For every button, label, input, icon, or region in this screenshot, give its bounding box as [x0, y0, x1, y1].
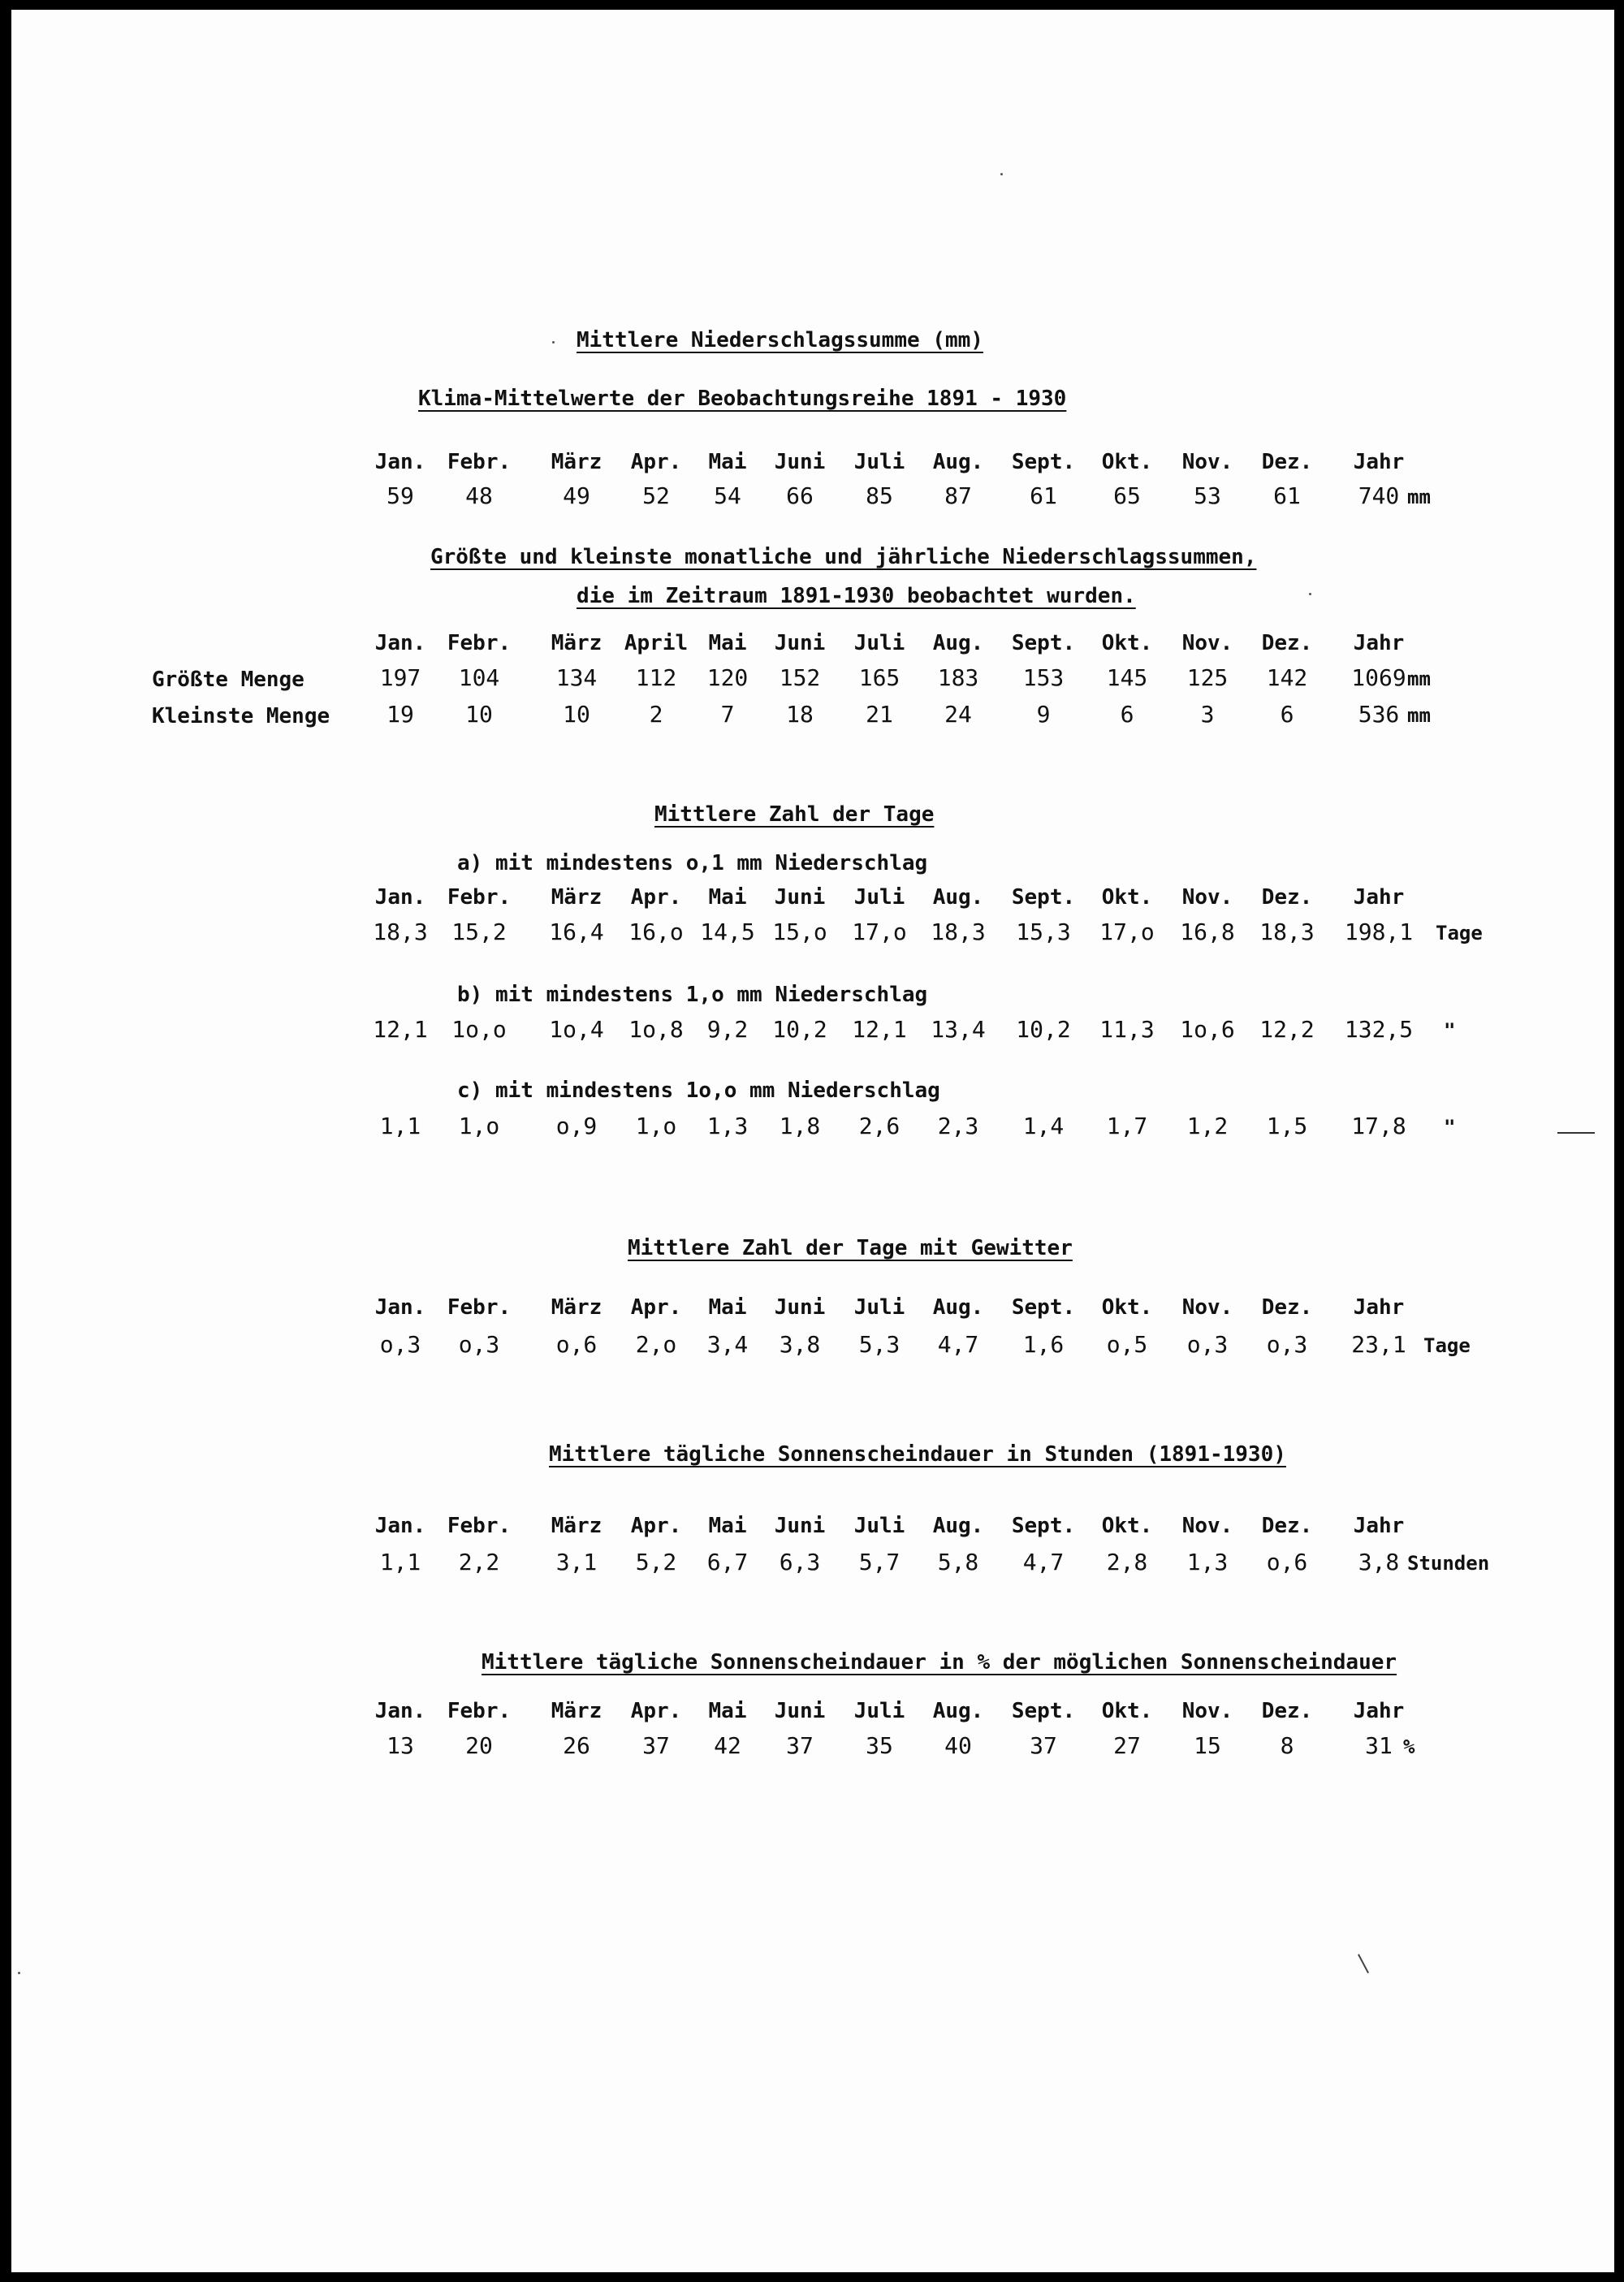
header-okt: Okt. [1101, 1295, 1153, 1320]
header-jan: Jan. [374, 1295, 426, 1320]
value-cell: o,3 [379, 1331, 421, 1358]
header-febr: Febr. [447, 450, 512, 474]
header-aug: Aug. [932, 1514, 984, 1538]
value-cell: 53 [1194, 482, 1221, 509]
ditto-mark: " [1444, 1019, 1456, 1042]
value-cell: 13,4 [931, 1016, 986, 1043]
header-dez: Dez. [1261, 1514, 1313, 1538]
value-cell: 145 [1106, 664, 1148, 691]
value-cell: 1,o [635, 1113, 677, 1139]
value-row-sonne-prozent [0, 1732, 1624, 1765]
header-nov: Nov. [1181, 450, 1233, 474]
value-cell: 87 [944, 482, 972, 509]
month-header-row [0, 885, 1624, 918]
row-label-max: Größte Menge [152, 668, 304, 692]
value-cell: 1,3 [1186, 1549, 1229, 1575]
value-cell: 153 [1022, 664, 1065, 691]
header-maerz: März [551, 1699, 603, 1723]
value-cell: 37 [642, 1732, 670, 1759]
header-dez: Dez. [1261, 885, 1313, 910]
header-juni: Juni [774, 885, 826, 910]
header-apr: Apr. [630, 885, 682, 910]
header-okt: Okt. [1101, 1699, 1153, 1723]
header-apr: Apr. [630, 1514, 682, 1538]
value-cell: 120 [706, 664, 749, 691]
value-row-max [0, 664, 1624, 697]
header-okt: Okt. [1101, 450, 1153, 474]
header-sept: Sept. [1011, 631, 1076, 655]
value-cell: 10,2 [772, 1016, 827, 1043]
value-cell: 4,7 [937, 1331, 979, 1358]
value-cell: 6 [1120, 701, 1134, 728]
value-cell: 2,o [635, 1331, 677, 1358]
header-jan: Jan. [374, 885, 426, 910]
scan-speck [18, 1972, 20, 1974]
month-header-row [0, 1295, 1624, 1328]
value-cell: 59 [387, 482, 414, 509]
pen-stroke-mark [1358, 1954, 1369, 1973]
value-row-tage-a [0, 918, 1624, 951]
value-cell: 6,7 [706, 1549, 749, 1575]
section-title-tage: Mittlere Zahl der Tage [654, 802, 935, 827]
value-cell: 8 [1280, 1732, 1294, 1759]
header-maerz: März [551, 450, 603, 474]
header-aug: Aug. [932, 1699, 984, 1723]
value-row-min [0, 701, 1624, 733]
header-nov: Nov. [1181, 1295, 1233, 1320]
value-cell: o,6 [1266, 1549, 1308, 1575]
value-cell: 20 [465, 1732, 493, 1759]
value-cell: 54 [714, 482, 741, 509]
unit-label: mm [1407, 486, 1431, 508]
value-cell: 3 [1200, 701, 1215, 728]
value-cell: o,3 [1266, 1331, 1308, 1358]
scan-border-bottom [0, 2272, 1624, 2282]
header-aug: Aug. [932, 1295, 984, 1320]
value-cell: 134 [555, 664, 598, 691]
value-cell: 2,2 [458, 1549, 500, 1575]
header-febr: Febr. [447, 1699, 512, 1723]
header-dez: Dez. [1261, 1295, 1313, 1320]
scan-border-top [0, 0, 1624, 10]
value-cell: 16,4 [549, 918, 604, 945]
value-cell: 35 [866, 1732, 893, 1759]
header-mai: Mai [708, 885, 747, 910]
header-sept: Sept. [1011, 1699, 1076, 1723]
value-cell: 6,3 [779, 1549, 821, 1575]
unit-label: Stunden [1407, 1552, 1490, 1575]
value-cell: 66 [786, 482, 814, 509]
scan-speck [552, 341, 555, 344]
subsection-label-a: a) mit mindestens o,1 mm Niederschlag [457, 851, 928, 875]
header-juni: Juni [774, 1295, 826, 1320]
value-cell: 18,3 [931, 918, 986, 945]
value-cell: 17,o [1099, 918, 1155, 945]
value-row-tage-b [0, 1016, 1624, 1048]
section-title-gewitter: Mittlere Zahl der Tage mit Gewitter [628, 1236, 1073, 1260]
header-sept: Sept. [1011, 885, 1076, 910]
value-cell: 132,5 [1344, 1016, 1414, 1043]
value-cell: 112 [635, 664, 677, 691]
header-sept: Sept. [1011, 1514, 1076, 1538]
value-cell: 6 [1280, 701, 1294, 728]
value-cell: 1o,6 [1180, 1016, 1235, 1043]
value-cell: 18,3 [1259, 918, 1315, 945]
header-sept: Sept. [1011, 450, 1076, 474]
header-jahr: Jahr [1353, 1514, 1405, 1538]
month-header-row [0, 1514, 1624, 1546]
header-mai: Mai [708, 1295, 747, 1320]
header-jahr: Jahr [1353, 1699, 1405, 1723]
value-cell: 19 [387, 701, 414, 728]
value-cell: 1,8 [779, 1113, 821, 1139]
value-cell: 23,1 [1351, 1331, 1406, 1358]
header-maerz: März [551, 1295, 603, 1320]
value-cell: 1,4 [1022, 1113, 1065, 1139]
header-nov: Nov. [1181, 1514, 1233, 1538]
header-april: April [624, 631, 689, 655]
value-cell: 1o,4 [549, 1016, 604, 1043]
header-juli: Juli [853, 450, 905, 474]
value-cell: 152 [779, 664, 821, 691]
value-cell: 1,6 [1022, 1331, 1065, 1358]
header-mai: Mai [708, 631, 747, 655]
header-apr: Apr. [630, 450, 682, 474]
value-cell: 65 [1113, 482, 1141, 509]
value-cell: 740 [1358, 482, 1400, 509]
unit-label: mm [1407, 704, 1431, 727]
value-cell: 2,3 [937, 1113, 979, 1139]
header-maerz: März [551, 885, 603, 910]
value-cell: 27 [1113, 1732, 1141, 1759]
value-cell: 10 [563, 701, 590, 728]
value-cell: 15,2 [451, 918, 507, 945]
month-header-row [0, 631, 1624, 663]
header-sept: Sept. [1011, 1295, 1076, 1320]
unit-label: Tage [1436, 922, 1483, 944]
header-jan: Jan. [374, 631, 426, 655]
value-cell: 10,2 [1016, 1016, 1071, 1043]
header-dez: Dez. [1261, 450, 1313, 474]
value-cell: 31 [1365, 1732, 1393, 1759]
header-juli: Juli [853, 631, 905, 655]
month-header-row [0, 450, 1624, 482]
value-cell: 4,7 [1022, 1549, 1065, 1575]
value-cell: 3,8 [1358, 1549, 1400, 1575]
value-cell: 12,2 [1259, 1016, 1315, 1043]
value-cell: 536 [1358, 701, 1400, 728]
value-cell: 37 [786, 1732, 814, 1759]
header-juli: Juli [853, 1699, 905, 1723]
section-subtitle-reihe: Klima-Mittelwerte der Beobachtungsreihe 1891 - 1930 [418, 387, 1067, 411]
margin-dash-mark [1557, 1132, 1595, 1134]
value-cell: 18,3 [373, 918, 428, 945]
value-cell: 9,2 [706, 1016, 749, 1043]
section-title-sonne-stunden: Mittlere tägliche Sonnenscheindauer in Stunden (1891-1930) [549, 1442, 1286, 1467]
value-cell: 40 [944, 1732, 972, 1759]
value-cell: o,9 [555, 1113, 598, 1139]
value-cell: 85 [866, 482, 893, 509]
header-jan: Jan. [374, 1514, 426, 1538]
unit-label: Tage [1423, 1334, 1471, 1357]
value-cell: 1,7 [1106, 1113, 1148, 1139]
month-header-row [0, 1699, 1624, 1731]
value-cell: 125 [1186, 664, 1229, 691]
header-juli: Juli [853, 885, 905, 910]
value-cell: 42 [714, 1732, 741, 1759]
value-cell: 5,3 [858, 1331, 901, 1358]
value-cell: 61 [1273, 482, 1301, 509]
value-cell: 61 [1030, 482, 1057, 509]
header-juli: Juli [853, 1295, 905, 1320]
value-row-tage-c [0, 1113, 1624, 1145]
value-cell: o,3 [1186, 1331, 1229, 1358]
unit-label: % [1403, 1735, 1415, 1758]
header-nov: Nov. [1181, 631, 1233, 655]
section-title-niederschlag: Mittlere Niederschlagssumme (mm) [577, 328, 983, 352]
value-cell: o,5 [1106, 1331, 1148, 1358]
value-cell: 5,2 [635, 1549, 677, 1575]
header-aug: Aug. [932, 631, 984, 655]
value-cell: 1,o [458, 1113, 500, 1139]
value-cell: o,6 [555, 1331, 598, 1358]
section-title-extreme-line1: Größte und kleinste monatliche und jährliche Niederschlagssummen, [430, 545, 1257, 569]
value-cell: 183 [937, 664, 979, 691]
subsection-label-c: c) mit mindestens 1o,o mm Niederschlag [457, 1078, 940, 1103]
value-cell: 17,8 [1351, 1113, 1406, 1139]
header-dez: Dez. [1261, 1699, 1313, 1723]
row-label-min: Kleinste Menge [152, 704, 330, 728]
value-cell: 3,4 [706, 1331, 749, 1358]
value-cell: 3,8 [779, 1331, 821, 1358]
header-febr: Febr. [447, 631, 512, 655]
value-cell: 165 [858, 664, 901, 691]
value-cell: 9 [1036, 701, 1051, 728]
header-mai: Mai [708, 1699, 747, 1723]
header-febr: Febr. [447, 1514, 512, 1538]
header-mai: Mai [708, 1514, 747, 1538]
value-cell: 26 [563, 1732, 590, 1759]
header-jan: Jan. [374, 450, 426, 474]
value-cell: 104 [458, 664, 500, 691]
value-row-gewitter [0, 1331, 1624, 1364]
header-juli: Juli [853, 1514, 905, 1538]
section-title-extreme-line2: die im Zeitraum 1891-1930 beobachtet wurden. [577, 584, 1136, 608]
value-cell: 21 [866, 701, 893, 728]
value-cell: 2,6 [858, 1113, 901, 1139]
value-cell: 15 [1194, 1732, 1221, 1759]
header-okt: Okt. [1101, 631, 1153, 655]
header-dez: Dez. [1261, 631, 1313, 655]
value-cell: 48 [465, 482, 493, 509]
ditto-mark: " [1444, 1116, 1456, 1139]
header-nov: Nov. [1181, 1699, 1233, 1723]
value-cell: 14,5 [700, 918, 755, 945]
value-cell: 198,1 [1344, 918, 1414, 945]
value-cell: 10 [465, 701, 493, 728]
header-juni: Juni [774, 631, 826, 655]
header-aug: Aug. [932, 885, 984, 910]
subsection-label-b: b) mit mindestens 1,o mm Niederschlag [457, 983, 928, 1007]
header-aug: Aug. [932, 450, 984, 474]
value-cell: 16,8 [1180, 918, 1235, 945]
value-cell: 5,7 [858, 1549, 901, 1575]
value-cell: o,3 [458, 1331, 500, 1358]
value-cell: 18 [786, 701, 814, 728]
header-jahr: Jahr [1353, 631, 1405, 655]
header-okt: Okt. [1101, 885, 1153, 910]
scan-speck [1309, 593, 1311, 595]
value-cell: 49 [563, 482, 590, 509]
value-cell: 1,1 [379, 1549, 421, 1575]
value-cell: 13 [387, 1732, 414, 1759]
header-febr: Febr. [447, 1295, 512, 1320]
header-apr: Apr. [630, 1295, 682, 1320]
value-cell: 12,1 [852, 1016, 907, 1043]
value-cell: 12,1 [373, 1016, 428, 1043]
value-row-niederschlag [0, 482, 1624, 515]
value-cell: 15,o [772, 918, 827, 945]
value-cell: 1o,8 [628, 1016, 684, 1043]
value-cell: 2 [649, 701, 663, 728]
value-cell: 142 [1266, 664, 1308, 691]
value-cell: 197 [379, 664, 421, 691]
value-cell: 1,1 [379, 1113, 421, 1139]
header-jan: Jan. [374, 1699, 426, 1723]
header-juni: Juni [774, 1699, 826, 1723]
value-cell: 11,3 [1099, 1016, 1155, 1043]
value-cell: 1069 [1351, 664, 1406, 691]
header-febr: Febr. [447, 885, 512, 910]
value-cell: 1,3 [706, 1113, 749, 1139]
header-jahr: Jahr [1353, 1295, 1405, 1320]
header-maerz: März [551, 1514, 603, 1538]
header-jahr: Jahr [1353, 885, 1405, 910]
value-cell: 2,8 [1106, 1549, 1148, 1575]
value-row-sonne-stunden [0, 1549, 1624, 1581]
value-cell: 15,3 [1016, 918, 1071, 945]
value-cell: 1,2 [1186, 1113, 1229, 1139]
header-maerz: März [551, 631, 603, 655]
value-cell: 37 [1030, 1732, 1057, 1759]
value-cell: 52 [642, 482, 670, 509]
value-cell: 3,1 [555, 1549, 598, 1575]
value-cell: 17,o [852, 918, 907, 945]
unit-label: mm [1407, 668, 1431, 690]
value-cell: 7 [720, 701, 735, 728]
value-cell: 16,o [628, 918, 684, 945]
header-juni: Juni [774, 1514, 826, 1538]
header-apr: Apr. [630, 1699, 682, 1723]
header-mai: Mai [708, 450, 747, 474]
header-okt: Okt. [1101, 1514, 1153, 1538]
value-cell: 1,5 [1266, 1113, 1308, 1139]
value-cell: 1o,o [451, 1016, 507, 1043]
header-nov: Nov. [1181, 885, 1233, 910]
header-jahr: Jahr [1353, 450, 1405, 474]
value-cell: 24 [944, 701, 972, 728]
value-cell: 5,8 [937, 1549, 979, 1575]
section-title-sonne-prozent: Mittlere tägliche Sonnenscheindauer in % der möglichen Sonnenscheindauer [482, 1650, 1397, 1675]
header-juni: Juni [774, 450, 826, 474]
scan-speck [1000, 173, 1003, 175]
